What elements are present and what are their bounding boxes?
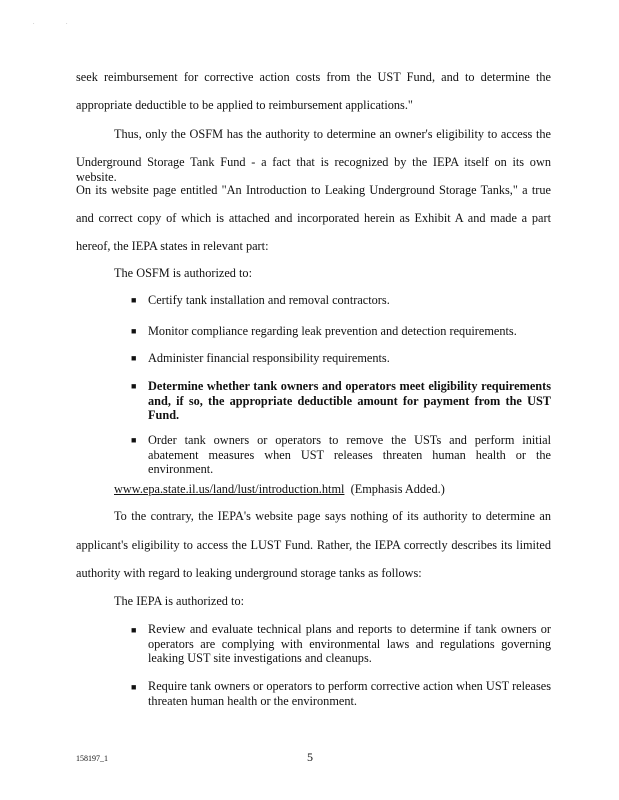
bullet-icon: ■ (131, 295, 137, 305)
list-item: Order tank owners or operators to remove the USTs and perform initial abatement measures when UST releases threaten human health or the environment. (148, 433, 551, 476)
text-line: hereof, the IEPA states in relevant part: (76, 239, 269, 253)
text-line: appropriate deductible to be applied to reimbursement applications." (76, 98, 413, 112)
list-intro: The IEPA is authorized to: (114, 594, 245, 608)
citation-note: (Emphasis Added.) (350, 482, 445, 496)
bullet-icon: ■ (131, 435, 137, 445)
list-item: Review and evaluate technical plans and reports to determine if tank owners or operators are complying with environmental laws and regulations governing leaking UST site investigations and cleanups. (148, 622, 551, 665)
citation (114, 482, 445, 497)
text-line: On its website page entitled "An Introduction to Leaking Underground Storage Tanks," a true (76, 183, 551, 197)
citation-link[interactable]: www.epa.state.il.us/land/lust/introduction.html (114, 482, 345, 496)
text-line: applicant's eligibility to access the LUST Fund. Rather, the IEPA correctly describes its limited (76, 538, 551, 552)
bullet-icon: ■ (131, 625, 137, 635)
list-item-emphasized: Determine whether tank owners and operators meet eligibility requirements and, if so, the appropriate deductible amount for payment from the UST Fund. (148, 379, 551, 422)
scan-mark: . (66, 20, 68, 26)
document-id: 158197_1 (76, 754, 108, 763)
scan-mark: . (33, 20, 35, 26)
bullet-icon: ■ (131, 326, 137, 336)
list-item: Monitor compliance regarding leak prevention and detection requirements. (148, 324, 517, 338)
bullet-icon: ■ (131, 381, 137, 391)
text-line: Thus, only the OSFM has the authority to determine an owner's eligibility to access the (114, 127, 551, 141)
list-item: Administer financial responsibility requirements. (148, 351, 390, 365)
list-item: Certify tank installation and removal contractors. (148, 293, 390, 307)
list-item: Require tank owners or operators to perform corrective action when UST releases threaten human health or the environment. (148, 679, 551, 708)
text-line: authority with regard to leaking underground storage tanks as follows: (76, 566, 422, 580)
list-intro: The OSFM is authorized to: (114, 266, 252, 280)
page-number: 5 (307, 750, 313, 764)
text-line: seek reimbursement for corrective action costs from the UST Fund, and to determine the (76, 70, 551, 84)
text-line: To the contrary, the IEPA's website page says nothing of its authority to determine an (114, 509, 551, 523)
text-line: and correct copy of which is attached and incorporated herein as Exhibit A and made a part (76, 211, 551, 225)
bullet-icon: ■ (131, 682, 137, 692)
text-line: Underground Storage Tank Fund - a fact that is recognized by the IEPA itself on its own website. (76, 155, 551, 184)
bullet-icon: ■ (131, 353, 137, 363)
